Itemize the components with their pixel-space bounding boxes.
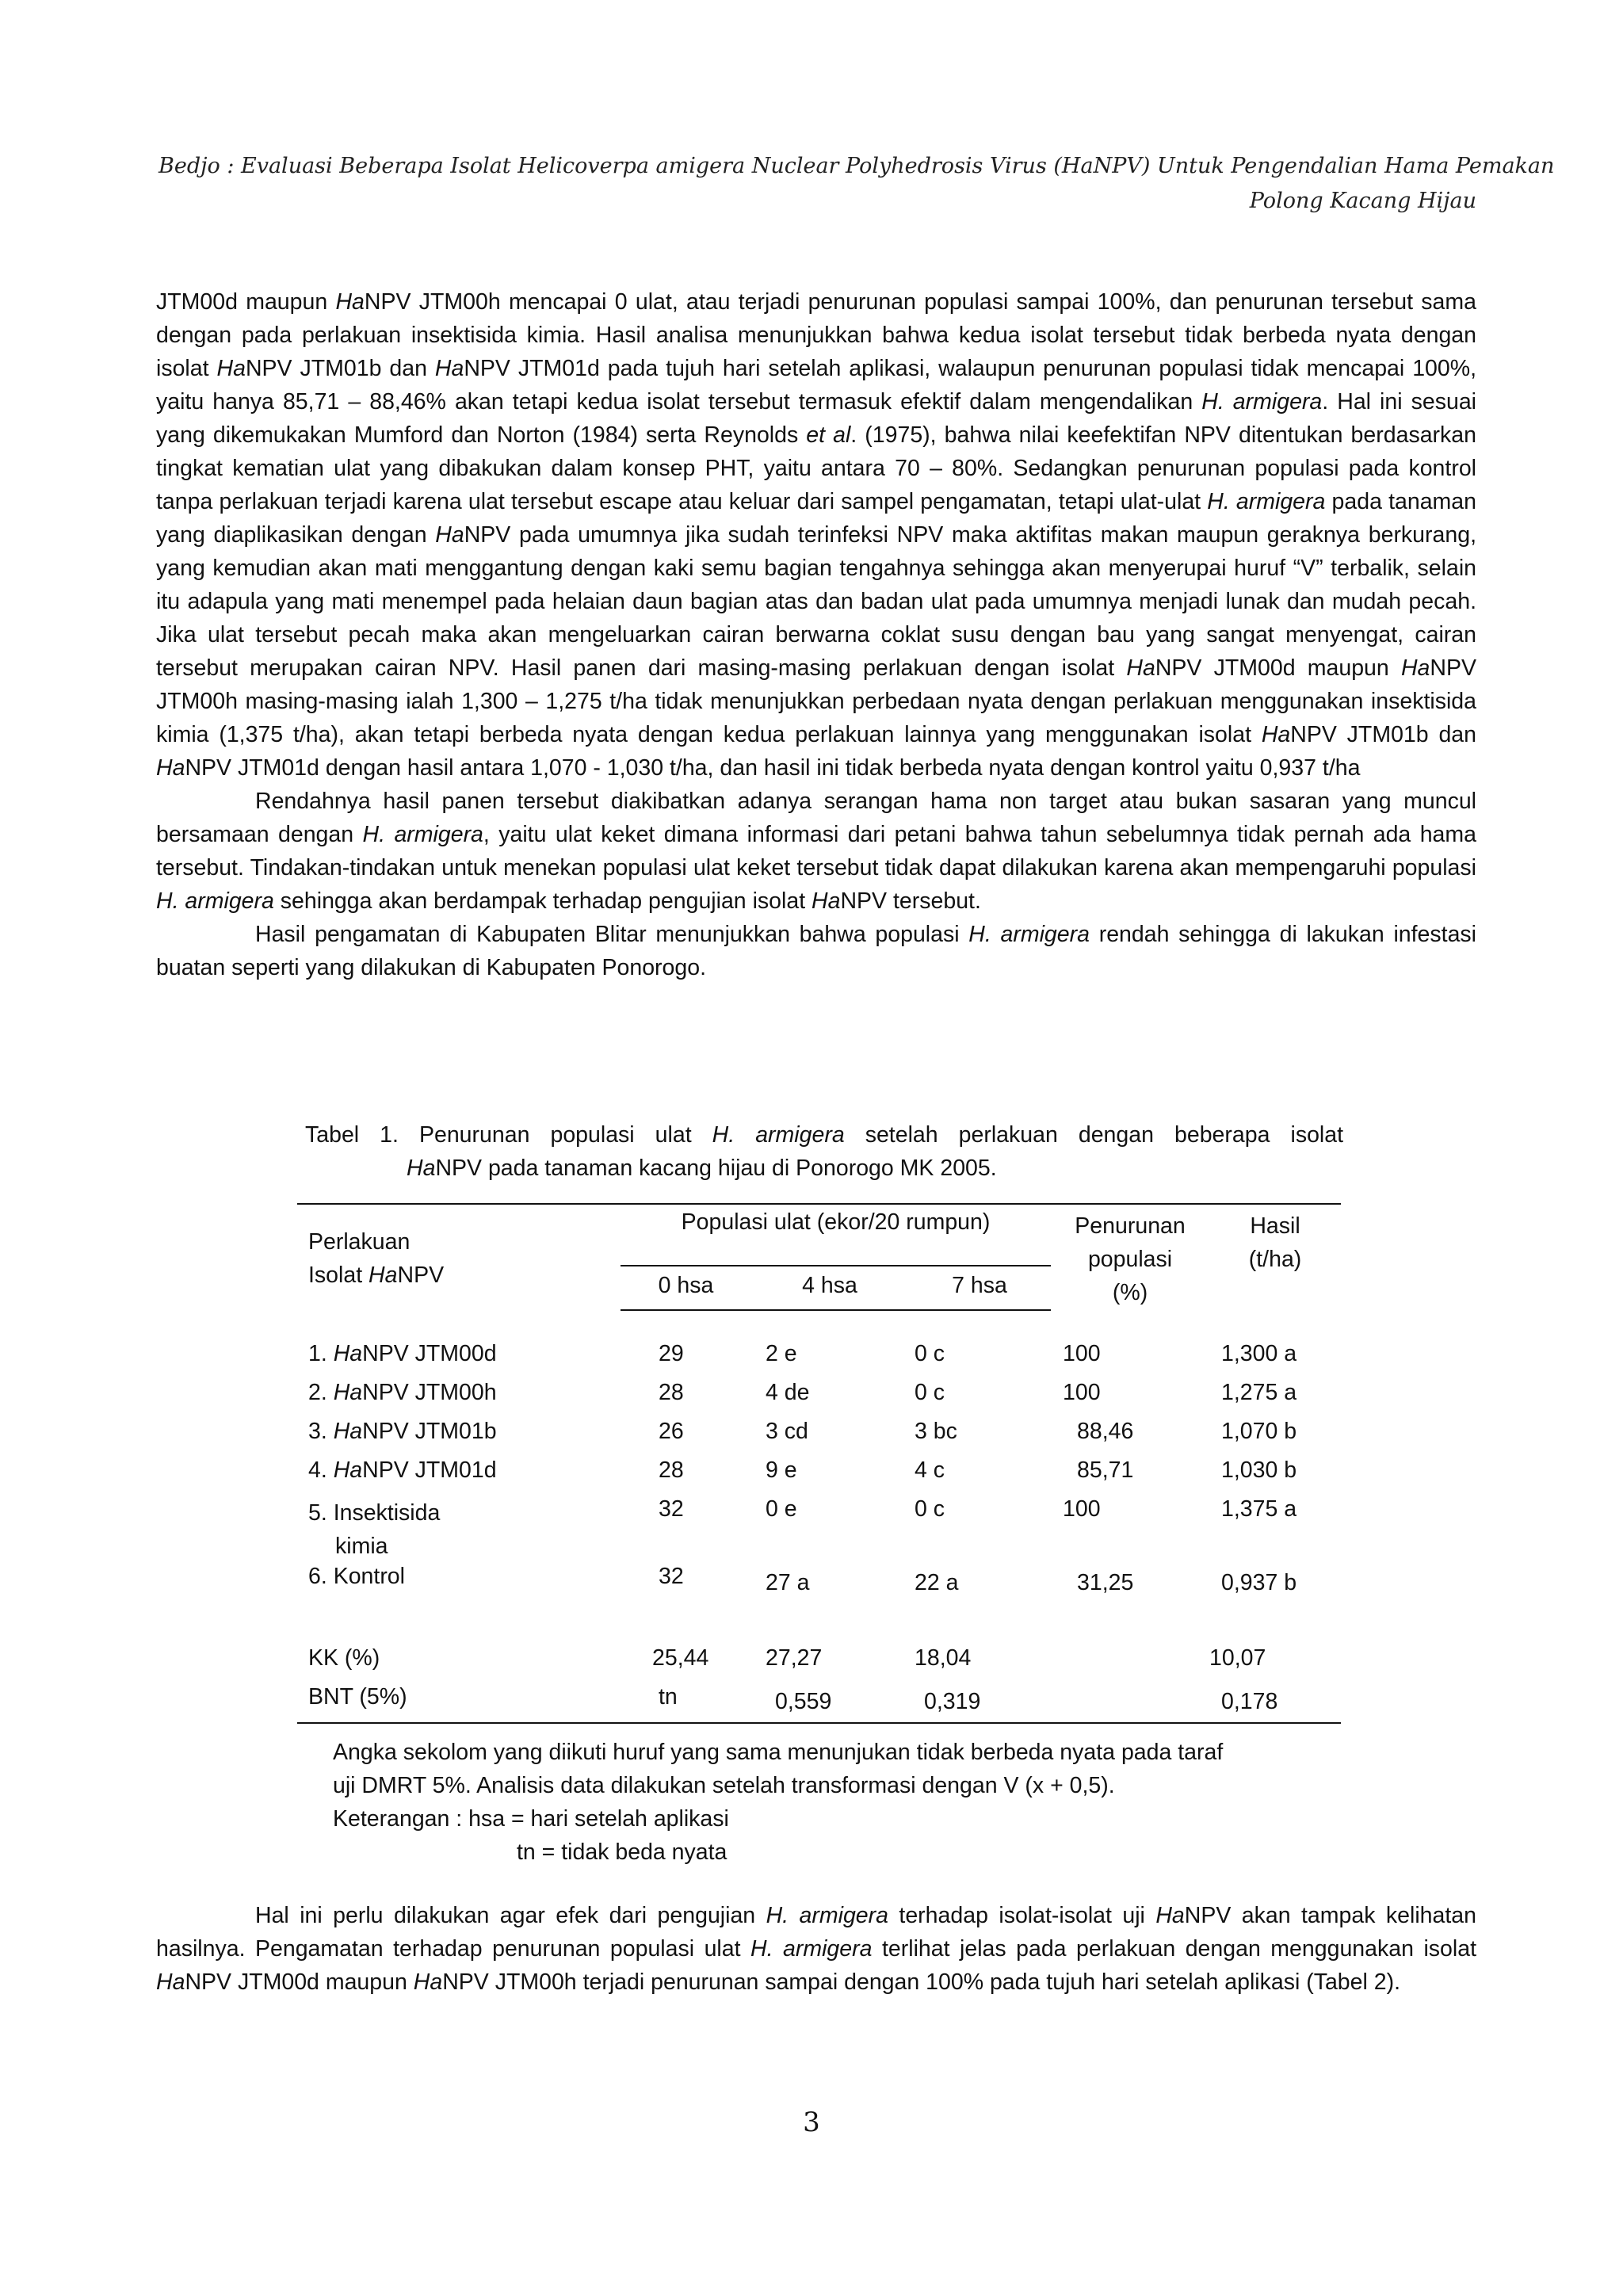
table-row-kk: KK (%) 25,44 27,27 18,04 10,07 — [308, 1645, 1266, 1671]
table-row-bnt: BNT (5%) tn 0,559 0,319 0,178 — [297, 1684, 1341, 1723]
header-perlakuan: Perlakuan Isolat HaNPV — [297, 1204, 621, 1310]
header-hasil: Hasil (t/ha) — [1209, 1204, 1341, 1310]
table-row: 6. Kontrol 32 27 a 22 a 31,25 0,937 b — [308, 1564, 1297, 1595]
header-line-1: Bedjo : Evaluasi Beberapa Isolat Helicoverpa amigera Nuclear Polyhedrosis Virus (HaNPV) Untuk Pengendalian Hama Pemakan — [158, 154, 1555, 178]
body-text-lower — [156, 1899, 1476, 1999]
header-populasi: Populasi ulat (ekor/20 rumpun) — [621, 1204, 1051, 1266]
table-row: 3. HaNPV JTM01b 26 3 cd 3 bc 88,46 1,070 b — [308, 1419, 1297, 1444]
paragraph-4: Hal ini perlu dilakukan agar efek dari pengujian H. armigera terhadap isolat-isolat uji HaNPV akan tampak kelihatan hasilnya. Pengamatan terhadap penurunan populasi ulat H. armigera terlihat jelas pada perlakuan dengan menggunakan isolat HaNPV JTM00d maupun HaNPV JTM00h terjadi penurunan sampai dengan 100% pada tujuh hari setelah aplikasi (Tabel 2). — [156, 1903, 1476, 1995]
paragraph-3: Hasil pengamatan di Kabupaten Blitar menunjukkan bahwa populasi H. armigera rendah sehingga di lakukan infestasi buatan seperti yang dilakukan di Kabupaten Ponorogo. — [156, 922, 1477, 980]
table-notes: Angka sekolom yang diikuti huruf yang sama menunjukan tidak berbeda nyata pada taraf uji DMRT 5%. Analisis data dilakukan setelah transformasi dengan V (x + 0,5). Keterangan : hsa = hari setelah aplikasi tn = tidak beda nyata — [333, 1740, 1224, 1865]
table-caption: Tabel 1. Penurunan populasi ulat H. armigera setelah perlakuan dengan beberapa isolat HaNPV pada tanaman kacang hijau di Ponorogo MK 2005. — [305, 1122, 1344, 1181]
paragraph-2: Rendahnya hasil panen tersebut diakibatkan adanya serangan hama non target atau bukan sasaran yang muncul bersamaan dengan H. armigera, yaitu ulat keket dimana informasi dari petani bahwa tahun sebelumnya tidak pernah ada hama tersebut. Tindakan-tindakan untuk menekan populasi ulat keket tersebut tidak dapat dilakukan karena akan mempengaruhi populasi H. armigera sehingga akan berdampak terhadap pengujian isolat HaNPV tersebut. — [156, 789, 1476, 914]
running-header — [158, 149, 1555, 219]
results-table — [297, 1203, 1341, 1724]
header-7-hsa: 7 hsa — [908, 1266, 1051, 1310]
page-number: 3 — [803, 2107, 820, 2138]
table-row: 5. Insektisida kimia 32 0 e 0 c 100 1,375 a — [308, 1496, 1297, 1559]
header-line-2: Polong Kacang Hijau — [1249, 189, 1476, 213]
table-row: 2. HaNPV JTM00h 28 4 de 0 c 100 1,275 a — [308, 1380, 1297, 1405]
table-row: 1. HaNPV JTM00d 29 2 e 0 c 100 1,300 a — [308, 1341, 1297, 1366]
table-row: 4. HaNPV JTM01d 28 9 e 4 c 85,71 1,030 b — [308, 1457, 1297, 1483]
paragraph-1: JTM00d maupun HaNPV JTM00h mencapai 0 ulat, atau terjadi penurunan populasi sampai 100%, dan penurunan tersebut sama dengan pada perlakuan insektisida kimia. Hasil analisa menunjukkan bahwa kedua isolat tersebut tidak berbeda nyata dengan isolat HaNPV JTM01b dan HaNPV JTM01d pada tujuh hari setelah aplikasi, walaupun penurunan populasi tidak mencapai 100%, yaitu hanya 85,71 – 88,46% akan tetapi kedua isolat tersebut termasuk efektif dalam mengendalikan H. armigera. Hal ini sesuai yang dikemukakan Mumford dan Norton (1984) serta Reynolds et al. (1975), bahwa nilai keefektifan NPV ditentukan berdasarkan tingkat kematian ulat yang dibakukan dalam konsep PHT, yaitu antara 70 – 80%. Sedangkan penurunan populasi pada kontrol tanpa perlakuan terjadi karena ulat tersebut escape atau keluar dari sampel pengamatan, tetapi ulat-ulat H. armigera pada tanaman yang diaplikasikan dengan HaNPV pada umumnya jika sudah terinfeksi NPV maka aktifitas makan maupun geraknya berkurang, yang kemudian akan mati menggantung dengan kaki semu bagian tengahnya sehingga akan menyerupai huruf “V” terbalik, selain itu adapula yang mati menempel pada helaian daun bagian atas dan badan ulat pada umumnya menjadi lunak dan mudah pecah. Jika ulat tersebut pecah maka akan mengeluarkan cairan berwarna coklat susu dengan bau yang sangat menyengat, cairan tersebut merupakan cairan NPV. Hasil panen dari masing-masing perlakuan dengan isolat HaNPV JTM00d maupun HaNPV JTM00h masing-masing ialah 1,300 – 1,275 t/ha tidak menunjukkan perbedaan nyata dengan perlakuan menggunakan insektisida kimia (1,375 t/ha), akan tetapi berbeda nyata dengan kedua perlakuan lainnya yang menggunakan isolat HaNPV JTM01b dan HaNPV JTM01d dengan hasil antara 1,070 - 1,030 t/ha, dan hasil ini tidak berbeda nyata dengan kontrol yaitu 0,937 t/ha — [156, 289, 1477, 781]
header-4-hsa: 4 hsa — [751, 1266, 908, 1310]
body-text-upper — [156, 285, 1476, 984]
header-0-hsa: 0 hsa — [621, 1266, 751, 1310]
header-penurunan: Penurunan populasi (%) — [1051, 1204, 1209, 1310]
